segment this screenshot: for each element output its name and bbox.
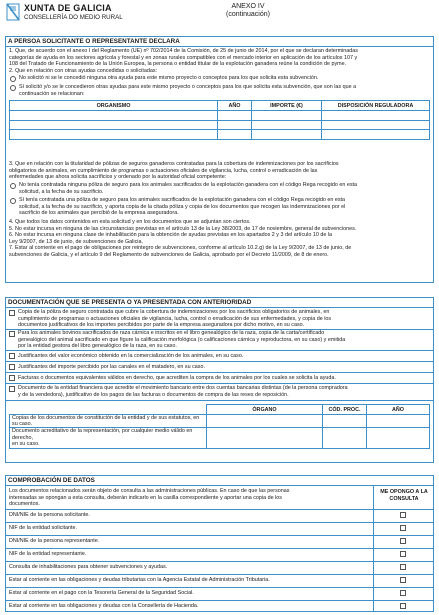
org-name: XUNTA DE GALICIA bbox=[24, 3, 112, 13]
row-representation-line-2: en su caso. bbox=[12, 441, 40, 448]
table-row bbox=[10, 415, 430, 428]
cell-cod-proc[interactable] bbox=[323, 415, 367, 428]
cell-disposicion[interactable] bbox=[322, 120, 430, 130]
table-row bbox=[10, 111, 430, 121]
checkbox-oppose-inhabilitations[interactable] bbox=[400, 564, 406, 570]
doc-invoices: Facturas o documentos equivalentes válidos en derecho, que acrediten la compra de los animales por los cuales se solicita la ayuda. bbox=[18, 374, 336, 381]
decl-6-line-2: Ley 9/2007, de 13 de junio, de subvenciones de Galicia. bbox=[9, 238, 143, 245]
checkbox-oppose-nif-applicant[interactable] bbox=[400, 525, 406, 531]
check-row-dni-applicant: DNI/NIE de la persona solicitante. bbox=[9, 512, 90, 518]
decl-3-line-2: obligatorios de animales, en cumplimiento de programas o actuaciones oficiales de vigilancia, lucha, control o erradicación de las bbox=[9, 167, 318, 174]
table-row bbox=[10, 120, 430, 130]
cell-organismo[interactable] bbox=[10, 130, 218, 140]
option-has-insurance-line-3: sacrificio de los animales que percibió de la empresa aseguradora. bbox=[19, 210, 179, 216]
checkbox-doc-invoices[interactable] bbox=[9, 375, 15, 381]
doc-policy-line-1: Copia de la póliza de seguro contratada que cubre la cobertura de indemnizaciones por los sacrificios obligatorios de animales, en bbox=[18, 309, 330, 315]
data-check-section bbox=[5, 475, 434, 612]
checkbox-oppose-dni-applicant[interactable] bbox=[400, 512, 406, 518]
col-ano: AÑO bbox=[367, 405, 430, 415]
other-aid-table bbox=[9, 100, 430, 140]
checkbox-doc-policy[interactable] bbox=[9, 310, 15, 316]
cell-importe[interactable] bbox=[252, 130, 322, 140]
decl-3-line-3: enfermedades que ahora solicita sacrificios y ordenado por la autoridad oficial competente: bbox=[9, 174, 227, 180]
checkbox-oppose-nif-representative[interactable] bbox=[400, 551, 406, 557]
doc-value: Justificantes del valor económico obtenido en la comercialización de los animales, en su caso. bbox=[18, 352, 244, 359]
decl-1-line-2: categorías de ayuda en los sectores agrícola y forestal y en zonas rurales compatibles con el mercado interior en aplicación de los artículos 107 y bbox=[9, 54, 358, 61]
decl-7-line-1: 7. Estar al corriente en el pago de obligaciones por reintegro de subvenciones, conforme al artículo 10.2.g) de la Ley 9/2007, de 13 de junio, de bbox=[9, 245, 352, 251]
row-representation-line-1: Documento acreditativo de la representación, por cualquier medio válido en derecho, bbox=[12, 428, 193, 441]
checkbox-doc-bank[interactable] bbox=[9, 386, 15, 392]
check-row-social-security: Estar al corriente en el pago con la Tesorería General de la Seguridad Social. bbox=[9, 590, 194, 596]
cell-ano[interactable] bbox=[218, 130, 252, 140]
cell-ano[interactable] bbox=[367, 415, 430, 428]
cell-ano[interactable] bbox=[218, 120, 252, 130]
checkbox-doc-carcass[interactable] bbox=[9, 364, 15, 370]
col-cod-proc: CÓD. PROC. bbox=[323, 405, 367, 415]
annex-title: ANEXO IV bbox=[231, 3, 265, 10]
decl-6-line-1: 6. No estar incursa en ninguna clase de inhabilitación para la obtención de ayudas previstas en los apartados 2 y 3 del artículo 10 de la bbox=[9, 232, 333, 238]
radio-has-insurance[interactable] bbox=[10, 198, 16, 204]
option-has-insurance-line-1: Sí tenía contratada una póliza de seguro para los animales sacrificados de la explotación ganadera con el código Rega recogido en esta bbox=[19, 197, 346, 203]
col-organo: ÓRGANO bbox=[207, 405, 323, 415]
doc-policy-line-3: documentos justificativos de los importes percibidos por parte de la empresa aseguradora por dicho motivo, en su caso. bbox=[18, 322, 305, 328]
doc-genealogy-line-1: Para los animales bovinos sacrificados de raza cárnica e inscritos en el libro genealógico de la raza, copia de la carta/certificado bbox=[18, 330, 325, 336]
row-representation bbox=[10, 428, 207, 449]
option-no-other-aid: No solicitó ni se le concedió ninguna otra ayuda para este mismo proyecto o conceptos para los que solicita esta subvención. bbox=[19, 75, 319, 81]
intro-line-1: Los documentos relacionados serán objeto de consulta a las administraciones públicas. En caso de que las personas bbox=[9, 488, 290, 494]
oppose-header-line-1: ME OPONGO A LA bbox=[380, 489, 428, 495]
section-title: DOCUMENTACIÓN QUE SE PRESENTA O YA PRESENTADA CON ANTERIORIDAD bbox=[8, 299, 252, 306]
section-title: A PERSOA SOLICITANTE O REPRESENTANTE DECLARA bbox=[8, 38, 180, 45]
document-header bbox=[6, 3, 434, 25]
decl-4: 4. Que todos los datos contenidos en esta solicitud y en los documentos que se adjuntan son ciertos. bbox=[9, 219, 251, 225]
check-row-nif-applicant: NIF de la entidad solicitante. bbox=[9, 525, 78, 531]
col-importe: IMPORTE (€) bbox=[252, 101, 322, 111]
cell-importe[interactable] bbox=[252, 111, 322, 121]
decl-5: 5. No estar incursa en ninguna de las circunstancias previstas en el artículo 13 de la Ley 38/2003, de 17 de noviembre, general de subvenciones. bbox=[9, 225, 357, 232]
cell-ano[interactable] bbox=[218, 111, 252, 121]
decl-7-line-2: subvenciones de Galicia, y el artículo 9 del Reglamento de subvenciones de Galicia, aprobado por el Decreto 11/2009, de 8 de enero. bbox=[9, 251, 329, 258]
option-no-insurance-line-1: No tenía contratada ninguna póliza de seguro para los animales sacrificados de la explotación ganadera con el código Rega recogido en esta bbox=[19, 182, 358, 188]
cell-organo[interactable] bbox=[207, 428, 323, 449]
cell-organo[interactable] bbox=[207, 415, 323, 428]
cell-organismo[interactable] bbox=[10, 120, 218, 130]
check-row-inhabilitations: Consulta de inhabilitaciones para obtener subvenciones y ayudas. bbox=[9, 564, 168, 570]
table-row bbox=[10, 130, 430, 140]
doc-genealogy-line-3: por la entidad gestora del libro genealógico de la raza, en su caso. bbox=[18, 343, 177, 349]
option-other-aid-line-2: continuación se relacionan: bbox=[19, 90, 85, 97]
doc-carcass: Justificantes del importe percibido por las canales en el matadero, en su caso. bbox=[18, 363, 205, 370]
section-title: COMPROBACIÓN DE DATOS bbox=[8, 477, 95, 484]
declaration-section bbox=[5, 36, 434, 283]
col-disposicion: DISPOSICIÓN REGULADORA bbox=[322, 101, 430, 111]
decl-1-line-3: 108 del Tratado de Funcionamiento de la Unión Europea, la persona o entidad titular de la explotación ganadera reúne la condición de pyme. bbox=[9, 61, 347, 67]
col-organismo: ORGANISMO bbox=[10, 101, 218, 111]
xunta-logo-icon bbox=[6, 3, 20, 21]
checkbox-oppose-dni-representative[interactable] bbox=[400, 538, 406, 544]
cell-ano[interactable] bbox=[367, 428, 430, 449]
annex-label bbox=[218, 3, 278, 19]
radio-no-insurance[interactable] bbox=[10, 183, 16, 189]
doc-bank-line-1: Documento de la entidad financiera que acredite el movimiento bancario entre dos cuentas bancarias distintas (de la persona compradora bbox=[18, 385, 348, 391]
option-other-aid-line-1: Sí solicitó y/o se le concedieron otras ayudas para este mismo proyecto o conceptos para los que solicita esta subvención, que son las que a bbox=[19, 84, 357, 90]
prior-docs-table bbox=[9, 404, 430, 449]
documentation-section bbox=[5, 297, 434, 463]
org-department: CONSELLERÍA DO MEDIO RURAL bbox=[24, 14, 123, 21]
radio-no-other-aid[interactable] bbox=[10, 76, 16, 82]
intro-line-2: interesadas se opongan a esta consulta, deberán indicarlo en la casilla correspondiente y aportar una copia de los bbox=[9, 494, 283, 501]
check-row-dni-representative: DNI/NIE de la persona representante. bbox=[9, 538, 100, 544]
oppose-header-line-2: CONSULTA bbox=[389, 495, 419, 502]
col-ano: AÑO bbox=[218, 101, 252, 111]
cell-importe[interactable] bbox=[252, 120, 322, 130]
doc-bank-line-2: y de la vendedora), justificativo de los pagos de las facturas o documentos de compra de las reses de reposición. bbox=[18, 391, 289, 398]
intro-line-3: documentos. bbox=[9, 501, 40, 507]
row-constitution: Copias de los documentos de constitución de la entidad y de sus estatutos, en su caso. bbox=[10, 415, 207, 428]
check-row-aeat: Estar al corriente en las obligaciones y deudas tributarias con la Agencia Estatal de Administración Tributaria. bbox=[9, 577, 270, 583]
cell-disposicion[interactable] bbox=[322, 111, 430, 121]
checkbox-oppose-social-security[interactable] bbox=[400, 590, 406, 596]
annex-continuation: (continuación) bbox=[226, 11, 270, 18]
checkbox-oppose-aeat[interactable] bbox=[400, 577, 406, 583]
radio-other-aid[interactable] bbox=[10, 85, 16, 91]
decl-3-line-1: 3. Que en relación con la titularidad de pólizas de seguros ganaderos contratadas para la cobertura de indemnizaciones por los sacrificios bbox=[9, 161, 339, 167]
checkbox-doc-genealogy[interactable] bbox=[9, 331, 15, 337]
checkbox-oppose-hacienda[interactable] bbox=[400, 603, 406, 609]
check-row-hacienda: Estar al corriente en las obligaciones y deudas con la Consellería de Hacienda. bbox=[9, 603, 199, 609]
option-has-insurance-line-2: solicitud, a la fecha de su sacrificio, y aporta copia de la citada póliza y copia de los documentos que recogen las indemnizaciones por el bbox=[19, 203, 346, 210]
checkbox-doc-value[interactable] bbox=[9, 353, 15, 359]
check-row-nif-representative: NIF de la entidad representante. bbox=[9, 551, 87, 557]
option-no-insurance-line-2: solicitud, a la fecha de su sacrificio. bbox=[19, 188, 104, 195]
doc-policy-line-2: cumplimiento de programas o actuaciones oficiales de vigilancia, lucha, control o erradicación de sus enfermedades, y copia de los bbox=[18, 315, 332, 322]
doc-genealogy-line-2: genealógico del animal sacrificado en que figure la calificación morfológica (o calificaciones cárnica y reproductora, en su caso) y emitida bbox=[18, 336, 346, 343]
cell-cod-proc[interactable] bbox=[323, 428, 367, 449]
decl-1-line-1: 1. Que, de acuerdo con el anexo I del Reglamento (UE) nº 702/2014 de la Comisión, de 25 de junio de 2014, por el que se declaran determinadas bbox=[9, 48, 358, 54]
cell-disposicion[interactable] bbox=[322, 130, 430, 140]
table-row bbox=[10, 428, 430, 449]
decl-2: 2. Que en relación con otras ayudas concedidas o solicitadas: bbox=[9, 67, 158, 74]
cell-organismo[interactable] bbox=[10, 111, 218, 121]
